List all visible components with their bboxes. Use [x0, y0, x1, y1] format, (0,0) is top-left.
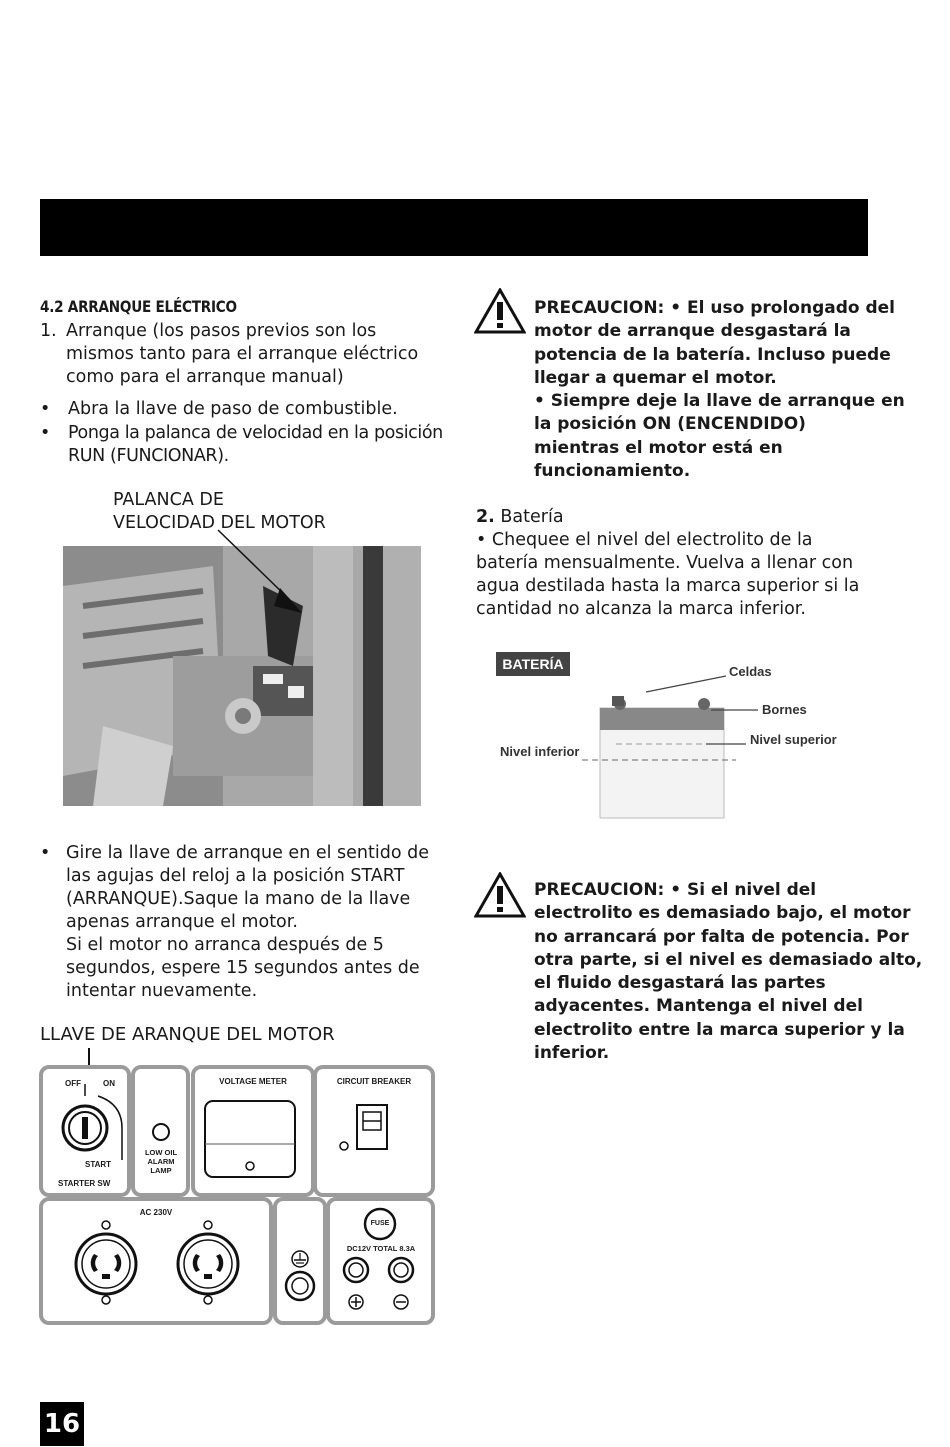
low-oil-line-2: ALARM — [147, 1157, 175, 1166]
page-number: 16 — [40, 1402, 84, 1446]
caution1-line: funcionamiento. — [534, 461, 691, 482]
bullet-starter — [40, 842, 440, 1003]
header-bar — [40, 199, 868, 256]
caution1-line: mientras el motor está en — [534, 437, 783, 458]
voltage-meter-label: VOLTAGE METER — [219, 1077, 287, 1086]
bullet-dot: • — [40, 399, 51, 419]
fuse-label: FUSE — [370, 1220, 390, 1227]
section-title: 4.2 ARRANQUE ELÉCTRICO — [40, 297, 237, 316]
step-2-title: Batería — [500, 507, 564, 527]
caution1-line: llegar a quemar el motor. — [534, 367, 777, 388]
photo-pointer-line — [210, 528, 310, 618]
caution1-line: la posición ON (ENCENDIDO) — [534, 414, 806, 435]
step-1-text: Arranque (los pasos previos son los mismos tanto para el arranque eléctrico como para el arranque manual) — [66, 321, 419, 387]
battery-tag: BATERÍA — [502, 656, 564, 672]
caution2-line: el fluido desgastará las partes — [534, 973, 826, 994]
caution-2-warning-icon — [474, 872, 526, 918]
step-1 — [40, 320, 440, 389]
caution2-line: electrolito entre la marca superior y la — [534, 1019, 905, 1040]
caution2-line: adyacentes. Mantenga el nivel del — [534, 996, 863, 1017]
starter-sw-label: STARTER SW — [58, 1179, 111, 1188]
bullet-starter-text: Gire la llave de arranque en el sentido de las agujas del reloj a la posición START (ARRANQUE).Saque la mano de la llave apenas arranque el motor. — [66, 843, 429, 932]
low-oil-line-3: LAMP — [150, 1166, 172, 1175]
circuit-breaker-label: CIRCUIT BREAKER — [336, 1077, 412, 1086]
bullet-fuel — [40, 398, 440, 421]
bullet-dot: • — [40, 423, 51, 443]
caution2-line: electrolito es demasiado bajo, el motor — [534, 903, 911, 924]
step-2-number: 2. — [476, 507, 495, 527]
dc-label: DC12V TOTAL 8.3A — [346, 1244, 416, 1253]
ac-label: AC 230V — [139, 1208, 173, 1217]
control-panel — [38, 1064, 436, 1327]
nivel-superior-label: Nivel superior — [750, 732, 837, 747]
caution1-line: PRECAUCION: • El uso prolongado del — [534, 298, 896, 318]
start-label: START — [85, 1160, 112, 1169]
bullet-dot: • — [40, 843, 51, 863]
photo-label-line-2: VELOCIDAD DEL MOTOR — [113, 513, 326, 533]
step-1-number: 1. — [40, 321, 57, 341]
caution2-line: no arrancará por falta de potencia. Por — [534, 926, 909, 947]
battery-figure — [496, 648, 856, 822]
caution1-line: potencia de la batería. Incluso puede — [534, 344, 891, 365]
low-oil-line-1: LOW OIL — [144, 1148, 178, 1157]
celdas-label: Celdas — [729, 664, 772, 679]
step-2 — [476, 506, 876, 621]
low-oil-label — [135, 1148, 187, 1175]
on-label: ON — [103, 1079, 115, 1088]
step-2-text: • Chequee el nivel del electrolito de la batería mensualmente. Vuelva a llenar con agua destilada hasta la marca superior si la cantidad no alcanza la marca inferior. — [476, 530, 860, 619]
bornes-label: Bornes — [762, 702, 807, 717]
nivel-inferior-label: Nivel inferior — [500, 744, 580, 759]
caution-2 — [534, 879, 922, 1065]
caution2-line: PRECAUCION: • Si el nivel del — [534, 880, 817, 900]
bullet-starter-cont: Si el motor no arranca después de 5 segundos, espere 15 segundos antes de intentar nuevamente. — [66, 935, 420, 1001]
caution2-line: otra parte, si el nivel es demasiado alto, — [534, 949, 923, 970]
caution1-line: motor de arranque desgastará la — [534, 321, 851, 342]
caution1-line: • Siempre deje la llave de arranque en — [534, 391, 905, 412]
caution2-line: inferior. — [534, 1043, 610, 1064]
bullet-lever-text: Ponga la palanca de velocidad en la posición RUN (FUNCIONAR). — [68, 423, 443, 466]
caution-1 — [534, 297, 905, 483]
starter-key-label: LLAVE DE ARANQUE DEL MOTOR — [40, 1024, 335, 1045]
off-label: OFF — [65, 1079, 81, 1088]
bullet-lever — [40, 422, 445, 468]
step-2-heading — [476, 506, 876, 529]
caution-1-warning-icon — [474, 288, 526, 334]
bullet-fuel-text: Abra la llave de paso de combustible. — [68, 399, 398, 419]
photo-label-line-1: PALANCA DE — [113, 490, 224, 510]
